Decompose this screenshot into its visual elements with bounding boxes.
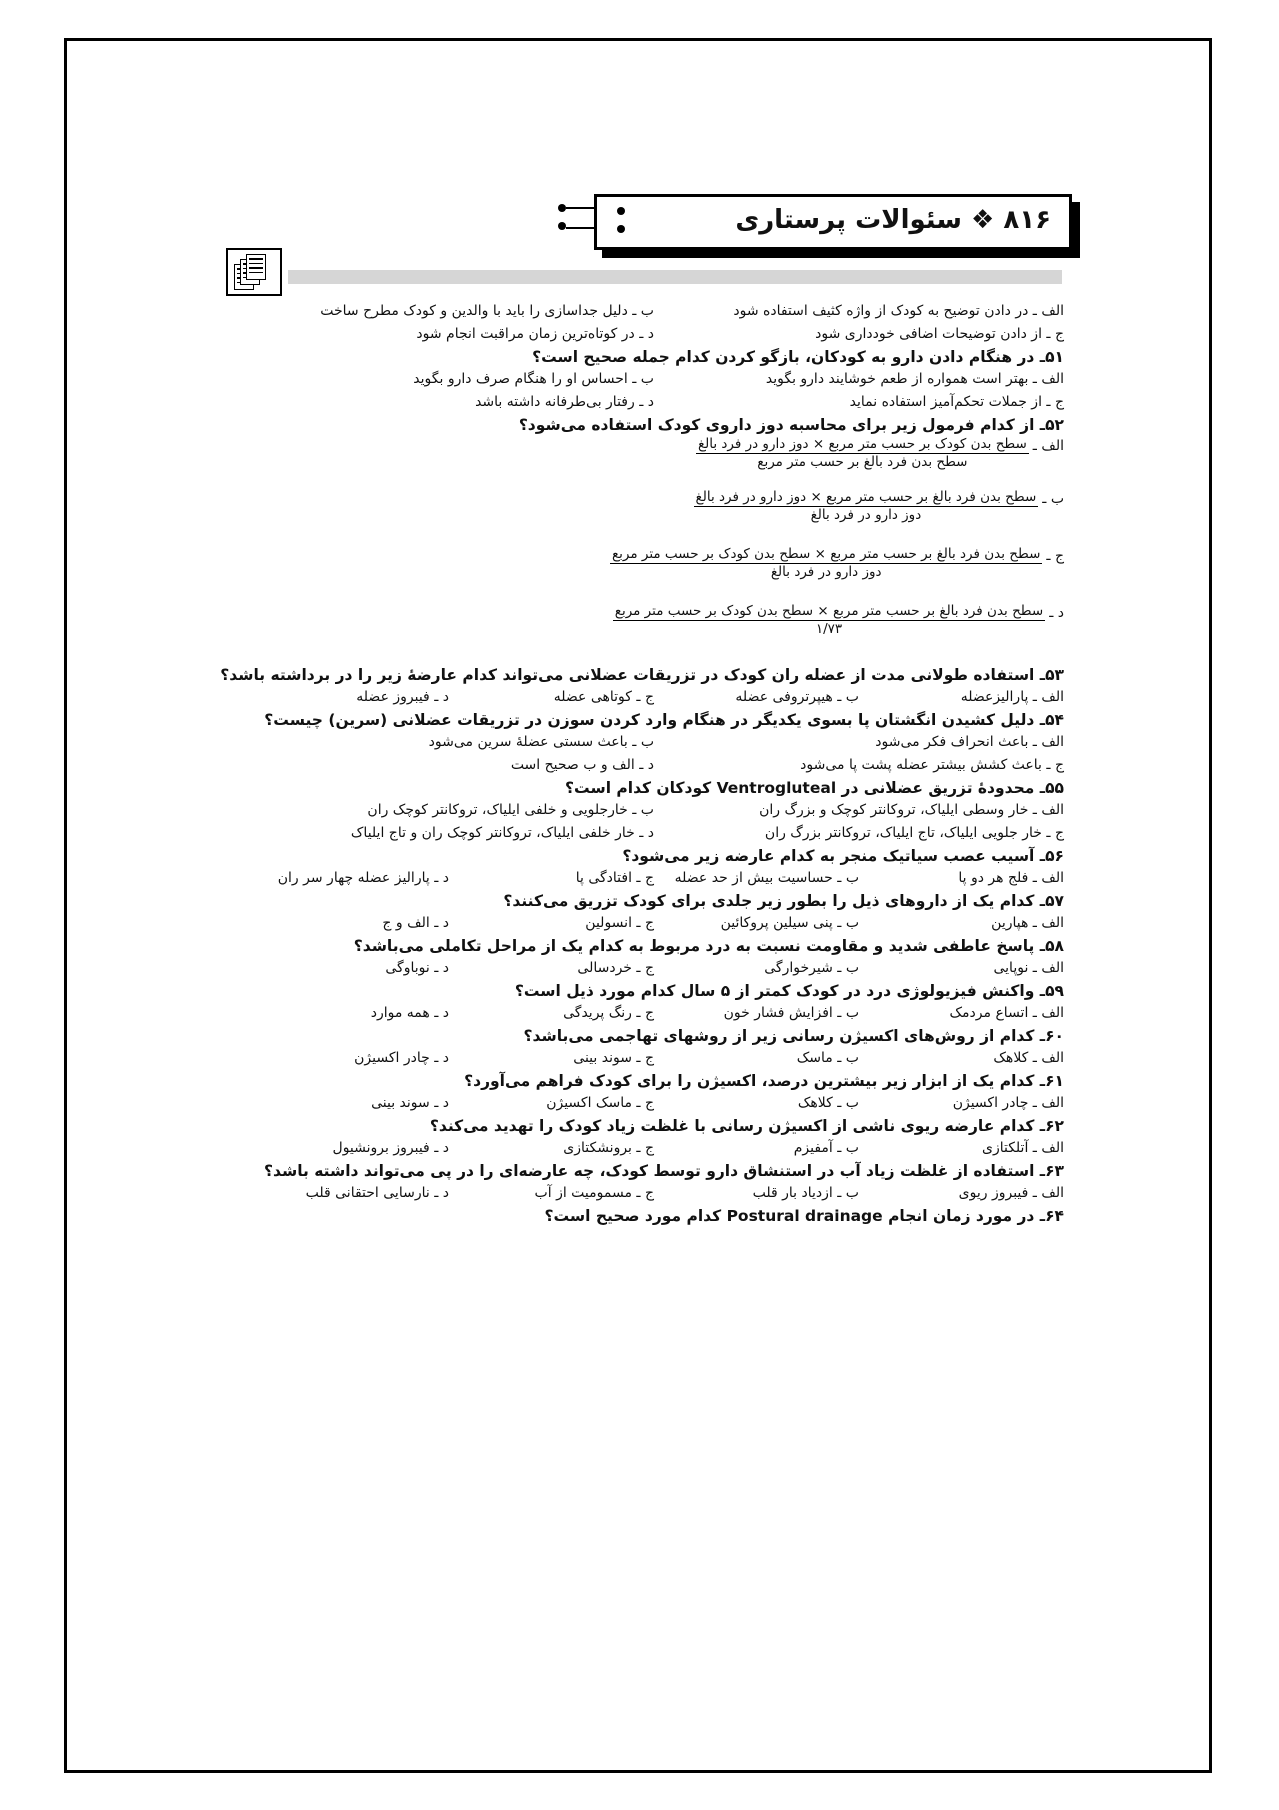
- option-alef: الف ـ کلاهک: [993, 1050, 1064, 1066]
- option-dal: د ـ همه موارد: [370, 1005, 449, 1021]
- options-row: [244, 323, 1064, 346]
- numerator: سطح بدن فرد بالغ بر حسب متر مربع × دوز دارو در فرد بالغ: [695, 489, 1037, 505]
- option-be: ب ـ ماسک: [796, 1050, 859, 1066]
- option-dal: د ـ رفتار بی‌طرفانه داشته باشد: [475, 394, 654, 410]
- header-dots-outer: [558, 204, 566, 240]
- question-61: ۶۱ـ کدام یک از ابزار زیر بیشترین درصد، اکسیژن را برای کودک فراهم می‌آورد؟: [464, 1072, 1064, 1090]
- options-row: [244, 1047, 1064, 1070]
- question-57: ۵۷ـ کدام یک از داروهای ذیل را بطور زیر جلدی برای کودک تزریق می‌کنند؟: [503, 892, 1064, 910]
- option-alef: الف ـ در دادن توضیح به کودک از واژه کثیف استفاده شود: [733, 303, 1064, 319]
- denominator: دوز دارو در فرد بالغ: [770, 564, 882, 580]
- option-alef: الف ـ فلج هر دو پا: [958, 870, 1064, 886]
- option-jim: ج ـ افتادگی پا: [575, 870, 654, 886]
- options-row: [244, 1137, 1064, 1160]
- option-be: ب ـ آمفیزم: [793, 1140, 859, 1156]
- formula-dal: [244, 603, 1064, 638]
- option-alef: الف ـ هپارین: [991, 915, 1064, 931]
- header-dots-inner: [617, 207, 625, 243]
- option-alef: الف ـ نوپایی: [993, 960, 1064, 976]
- option-alef: الف ـ خار وسطی ایلیاک، تروکانتر کوچک و بزرگ ران: [759, 802, 1064, 818]
- options-row: [244, 1182, 1064, 1205]
- option-jim: ج ـ مسمومیت از آب: [534, 1185, 654, 1201]
- option-jim: ج ـ از دادن توضیحات اضافی خودداری شود: [815, 326, 1064, 342]
- options-row: [244, 686, 1064, 709]
- option-dal: د ـ خار خلفی ایلیاک، تروکانتر کوچک ران و تاج ایلیاک: [350, 825, 654, 841]
- question-51: ۵۱ـ در هنگام دادن دارو به کودکان، بازگو کردن کدام جمله صحیح است؟: [532, 348, 1064, 366]
- option-label: د ـ: [1049, 605, 1064, 621]
- option-be: ب ـ خارجلویی و خلفی ایلیاک، تروکانتر کوچک ران: [367, 802, 654, 818]
- question-54: ۵۴ـ دلیل کشیدن انگشتان پا بسوی یکدیگر در هنگام وارد کردن سوزن در تزریقات عضلانی (سرین) چیست؟: [264, 711, 1064, 729]
- option-dal: د ـ الف و ج: [382, 915, 449, 931]
- option-label: ج ـ: [1046, 548, 1064, 564]
- formula-be: [244, 489, 1064, 524]
- option-alef: الف ـ اتساع مردمک: [949, 1005, 1064, 1021]
- options-row: [244, 754, 1064, 777]
- option-alef: الف ـ باعث انحراف فکر می‌شود: [875, 734, 1064, 750]
- options-row: [244, 1002, 1064, 1025]
- option-be: ب ـ شیرخوارگی: [764, 960, 859, 976]
- option-jim: ج ـ کوتاهی عضله: [553, 689, 654, 705]
- option-label: الف ـ: [1032, 438, 1064, 454]
- option-alef: الف ـ پارالیزعضله: [960, 689, 1064, 705]
- options-row: [244, 731, 1064, 754]
- numerator: سطح بدن فرد بالغ بر حسب متر مربع × سطح بدن کودک بر حسب متر مربع: [614, 603, 1044, 619]
- options-row: [244, 912, 1064, 935]
- option-dal: د ـ در کوتاه‌ترین زمان مراقبت انجام شود: [416, 326, 654, 342]
- formula-jim: [244, 546, 1064, 581]
- option-jim: ج ـ از جملات تحکم‌آمیز استفاده نماید: [849, 394, 1064, 410]
- options-row: [244, 867, 1064, 890]
- question-list: [220, 300, 1064, 1227]
- option-be: ب ـ کلاهک: [797, 1095, 859, 1111]
- option-jim: ج ـ خردسالی: [577, 960, 654, 976]
- options-row: [244, 1092, 1064, 1115]
- option-alef: الف ـ بهتر است همواره از طعم خوشایند دارو بگوید: [765, 371, 1064, 387]
- numerator: سطح بدن فرد بالغ بر حسب متر مربع × سطح بدن کودک بر حسب متر مربع: [611, 546, 1041, 562]
- header-connector-bottom: [566, 227, 594, 229]
- options-row: [244, 822, 1064, 845]
- fraction: [610, 546, 1042, 581]
- option-dal: د ـ فیبروز برونشیول: [332, 1140, 449, 1156]
- denominator: دوز دارو در فرد بالغ: [810, 507, 922, 523]
- denominator: سطح بدن فرد بالغ بر حسب متر مربع: [757, 454, 968, 470]
- options-row: [244, 300, 1064, 323]
- option-be: ب ـ احساس او را هنگام صرف دارو بگوید: [413, 371, 654, 387]
- option-dal: د ـ سوند بینی: [371, 1095, 449, 1111]
- option-be: ب ـ پنی سیلین پروکائین: [720, 915, 859, 931]
- option-jim: ج ـ باعث کشش بیشتر عضله پشت پا می‌شود: [800, 757, 1064, 773]
- option-dal: د ـ الف و ب صحیح است: [510, 757, 654, 773]
- question-60: ۶۰ـ کدام از روش‌های اکسیژن رسانی زیر از روشهای تهاجمی می‌باشد؟: [523, 1027, 1064, 1045]
- denominator: ۱/۷۳: [815, 621, 843, 637]
- question-59: ۵۹ـ واکنش فیزیولوژی درد در کودک کمتر از ۵ سال کدام مورد ذیل است؟: [514, 982, 1064, 1000]
- numerator: سطح بدن کودک بر حسب متر مربع × دوز دارو در فرد بالغ: [697, 436, 1027, 452]
- option-dal: د ـ پارالیز عضله چهار سر ران: [277, 870, 449, 886]
- option-be: ب ـ هیپرتروفی عضله: [735, 689, 859, 705]
- question-53: ۵۳ـ استفاده طولانی مدت از عضله ران کودک در تزریقات عضلانی می‌تواند کدام عارضهٔ زیر را در برداشته باشد؟: [220, 666, 1064, 684]
- option-jim: ج ـ انسولین: [585, 915, 654, 931]
- options-row: [244, 957, 1064, 980]
- option-jim: ج ـ رنگ پریدگی: [563, 1005, 654, 1021]
- documents-icon: [226, 248, 282, 296]
- header-rule: [288, 270, 1062, 284]
- question-62: ۶۲ـ کدام عارضه ریوی ناشی از اکسیژن رسانی با غلظت زیاد کودک را تهدید می‌کند؟: [429, 1117, 1064, 1135]
- page-title: ۸۱۶ ❖ سئوالات پرستاری: [735, 205, 1051, 235]
- option-alef: الف ـ آتلکتازی: [981, 1140, 1064, 1156]
- option-jim: ج ـ ماسک اکسیژن: [546, 1095, 654, 1111]
- question-63: ۶۳ـ استفاده از غلظت زیاد آب در استنشاق دارو توسط کودک، چه عارضه‌ای را در پی می‌تواند داشته باشد؟: [264, 1162, 1064, 1180]
- question-55: ۵۵ـ محدودهٔ تزریق عضلانی در Ventrogluteal کودکان کدام است؟: [565, 779, 1064, 797]
- fraction: [696, 436, 1029, 471]
- option-be: ب ـ افزایش فشار خون: [723, 1005, 859, 1021]
- option-be: ب ـ حساسیت بیش از حد عضله: [674, 870, 859, 886]
- option-dal: د ـ نوباوگی: [385, 960, 449, 976]
- options-row: [244, 368, 1064, 391]
- question-64: ۶۴ـ در مورد زمان انجام Postural drainage کدام مورد صحیح است؟: [544, 1207, 1064, 1225]
- fraction: [613, 603, 1045, 638]
- fraction: [694, 489, 1039, 524]
- option-dal: د ـ چادر اکسیژن: [354, 1050, 449, 1066]
- option-label: ب ـ: [1042, 491, 1064, 507]
- header-connector-top: [566, 207, 594, 209]
- options-row: [244, 799, 1064, 822]
- option-alef: الف ـ چادر اکسیژن: [952, 1095, 1064, 1111]
- option-dal: د ـ نارسایی احتقانی قلب: [305, 1185, 449, 1201]
- option-jim: ج ـ برونشکتازی: [563, 1140, 654, 1156]
- option-jim: ج ـ خار جلویی ایلیاک، تاج ایلیاک، تروکانتر بزرگ ران: [764, 825, 1064, 841]
- formula-alef: [244, 436, 1064, 471]
- option-be: ب ـ باعث سستی عضلهٔ سرین می‌شود: [428, 734, 654, 750]
- header-title-box: [594, 194, 1072, 250]
- option-be: ب ـ دلیل جداسازی را باید با والدین و کودک مطرح ساخت: [320, 303, 654, 319]
- option-be: ب ـ ازدیاد بار قلب: [752, 1185, 859, 1201]
- option-dal: د ـ فیبروز عضله: [356, 689, 449, 705]
- option-alef: الف ـ فیبروز ریوی: [958, 1185, 1064, 1201]
- question-56: ۵۶ـ آسیب عصب سیاتیک منجر به کدام عارضه زیر می‌شود؟: [622, 847, 1064, 865]
- question-58: ۵۸ـ پاسخ عاطفی شدید و مقاومت نسبت به درد مربوط به کدام یک از مراحل تکاملی می‌باشد؟: [353, 937, 1064, 955]
- option-jim: ج ـ سوند بینی: [573, 1050, 654, 1066]
- question-52: ۵۲ـ از کدام فرمول زیر برای محاسبه دوز داروی کودک استفاده می‌شود؟: [518, 416, 1064, 434]
- options-row: [244, 391, 1064, 414]
